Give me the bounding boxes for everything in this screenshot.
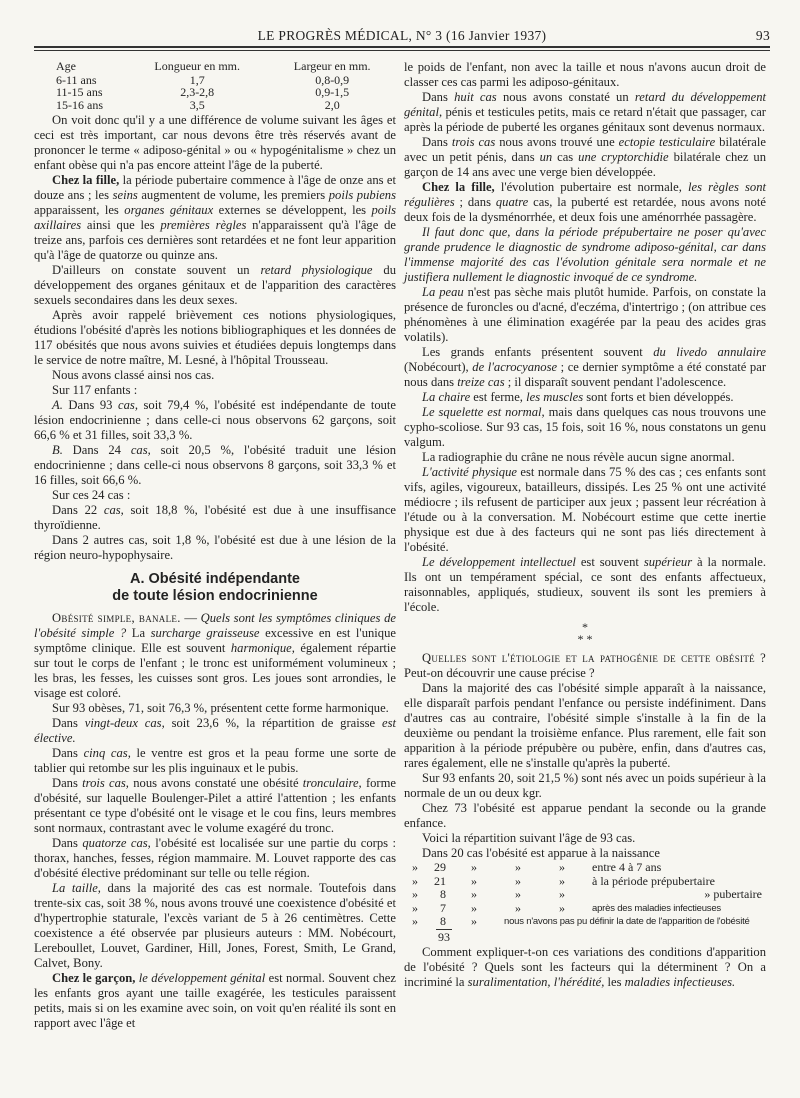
italic-run: cas, [118, 398, 138, 412]
italic-run: poils axillaires [34, 203, 396, 232]
text-run: La [126, 626, 151, 640]
table-row [34, 99, 396, 112]
ditto-mark: » [559, 873, 565, 888]
text-run: D'ailleurs on constate souvent un [52, 263, 261, 277]
text-run: la période pubertaire commence à l'âge de onze ans et douze ans ; les [34, 173, 397, 202]
text-run: Dans 24 [62, 443, 131, 457]
ditto-mark: » [412, 914, 418, 929]
text-run: apparaissent, les [34, 203, 125, 217]
italic-run: vingt-deux cas, [84, 716, 165, 730]
text-run: également répartie sur tout le corps de l'enfant ; le tronc est uniformément volumineux ; les bras, les fesses, les cuisses sont gros. Les joues sont arrondies, le visage est coloré. [34, 641, 396, 700]
paragraph [404, 225, 766, 285]
italic-run: Quels sont les symptômes cliniques de l'obésité simple ? [34, 611, 396, 640]
text-run: ; ce dernier symptôme a été constaté par nous dans [404, 360, 767, 389]
text-run: Les grands enfants présentent souvent [422, 345, 654, 359]
table-row [34, 86, 396, 99]
italic-run: tronculaire, [302, 776, 362, 790]
italic-run: le développement génital [135, 971, 266, 985]
text-run: — [180, 611, 201, 625]
col-header-width: Largeur en mm. [293, 59, 371, 73]
paragraph [34, 503, 396, 533]
text-run: forme d'obésité, sur laquelle Boulenger-Pilet a attiré l'attention ; les enfants présentant ce type d'obésité ont le visage et le cou fins, leurs membres sont normaux, contrastant avec le volume exagéré du tronc. [34, 776, 397, 835]
ditto-mark: » [471, 887, 477, 902]
italic-run: est élective. [34, 716, 397, 745]
paragraph [34, 836, 396, 881]
text-run: est normale dans 75 % des cas ; ces enfants sont vifs, agiles, vigoureux, batailleurs, dissipés. Les 25 % ont une activité médiocre ; ils refusent de participer aux jeux ; passent leur récréation à l'étude ou à la conversation. M. Nobécourt estime que cette inertie physique est due à des facteurs qui ne sont pas liés directement à l'obésité. [404, 465, 766, 554]
paragraph [34, 716, 396, 746]
text-run: Dans [52, 716, 85, 730]
measurement-table-header [34, 60, 396, 74]
text-run: Dans 22 [52, 503, 104, 517]
text-run: l'évolution pubertaire est normale, [494, 180, 689, 194]
text-run: Dans [52, 746, 84, 760]
italic-run: trois cas [451, 135, 496, 149]
ditto-mark: » [515, 900, 521, 915]
text-run: dans la majorité des cas est normale. Toutefois dans trente-six cas, soit 38 %, nous avons trouvé une coexistence d'obésité et d'hypertrophie staturale, l'excès variant de 5 à 26 centimètres. Cette coexistence a été observée par plusieurs auteurs : MM. Nobécourt, Lereboullet, Louvet, Gardiner, Hill, Jones, Forest, Smith, Le Grand, Calvet, Bony. [34, 881, 396, 970]
italic-run: A. [52, 398, 63, 412]
ditto-mark: » [515, 860, 521, 874]
italic-run: organes génitaux [124, 203, 214, 217]
table-row [404, 875, 766, 889]
ditto-mark: » [515, 873, 521, 888]
paragraph: Dans la majorité des cas l'obésité simple apparaît à la naissance, elle disparaît parfois pendant l'enfance ou persiste indéfiniment. Dans d'autres cas au contraire, l'obésité simple s'installe à la fin de la deuxième ou pendant la troisième enfance. Plus rarement, elle fait son apparition à la période prépubère ou pubère, enfin, dans d'autres cas, rares également, elle ne s'installe qu'après la puberté. [404, 681, 766, 770]
text-run: Dans [422, 135, 452, 149]
italic-run: retard physiologique [260, 263, 373, 277]
age-distribution-table [404, 861, 766, 929]
ditto-mark: » [412, 900, 418, 915]
paragraph [404, 465, 766, 555]
table-cell: 2,0 [324, 97, 340, 112]
text-run: est souvent [575, 555, 644, 569]
page-number: 93 [755, 28, 770, 43]
text-run: mais dans quelques cas nous trouvons une cypho-scoliose. Sur 93 cas, 15 fois, soit 16 %, nous constatons un genu valgum. [404, 405, 766, 449]
paragraph [34, 971, 396, 1031]
total-line [404, 929, 766, 945]
italic-run: seins [112, 188, 138, 202]
text-run: Dans [52, 836, 83, 850]
italic-run: quatorze cas, [82, 836, 151, 850]
paragraph: Dans 20 cas l'obésité est apparue à la naissance [422, 846, 660, 860]
paragraph [34, 443, 396, 488]
table-row [404, 915, 766, 929]
ditto-mark: » [471, 860, 477, 874]
table-cell: » pubertaire [704, 887, 762, 902]
text-run: ; il disparaît souvent pendant l'adolescence. [504, 375, 727, 389]
paragraph [404, 345, 766, 390]
ditto-mark: » [471, 873, 477, 888]
ditto-mark: » [559, 900, 565, 915]
paragraph [404, 651, 766, 681]
paragraph [34, 173, 396, 263]
italic-run: une cryptorchidie [578, 150, 669, 164]
paragraph: Sur ces 24 cas : [52, 488, 131, 502]
table-cell: à la période prépubertaire [592, 873, 715, 888]
text-run: à la normale. Ils ont un tempérament spécial, ce sont des enfants affectueux, raisonnables, appliqués, studieux, souvent ils sont les premiers à l'école. [404, 555, 766, 614]
right-column [404, 60, 766, 990]
total-value: 93 [438, 929, 450, 944]
text-run: nous avons trouvé une [495, 135, 619, 149]
paragraph [404, 285, 766, 345]
paragraph: Sur 93 enfants 20, soit 21,5 %) sont nés avec un poids supérieur à la normale de un ou deux kgr. [404, 771, 766, 800]
measurement-table [34, 60, 396, 111]
text-run: excessive en est l'unique symptôme clinique. Elle est souvent [34, 626, 396, 655]
paragraph: Chez 73 l'obésité est apparue pendant la seconde ou la grande enfance. [404, 801, 766, 830]
italic-run: B. [52, 443, 63, 457]
paragraph [404, 945, 766, 990]
paragraph: Sur 93 obèses, 71, soit 76,3 %, présentent cette forme harmonique. [52, 701, 389, 715]
table-cell: 2,3-2,8 [180, 85, 215, 99]
ditto-mark: » [412, 873, 418, 888]
text-run: bilatérale avec un petit pénis, dans [404, 135, 766, 164]
italic-run: les muscles [526, 390, 584, 404]
text-run: soit 23,6 %, la répartition de graisse [164, 716, 383, 730]
paragraph [404, 90, 766, 135]
table-cell: 6-11 ans [56, 72, 97, 87]
running-header [34, 28, 770, 48]
ditto-mark: » [515, 887, 521, 902]
italic-run: maladies infectieuses. [624, 974, 736, 989]
italic-run: Le squelette est normal, [422, 405, 545, 419]
paragraph: Après avoir rappelé brièvement ces notions physiologiques, étudions l'obésité d'après les notions bibliographiques et les données de 117 obésités que nous avons suivies et étudiées depuis longtemps dans le service de notre maître, M. Lesné, à l'hôpital Trousseau. [34, 308, 396, 367]
paragraph [404, 405, 766, 450]
section-heading [34, 571, 396, 605]
italic-run: de l'acrocyanose [472, 360, 558, 374]
col-header-length: Longueur en mm. [154, 59, 241, 73]
italic-run: La taille, [52, 881, 101, 895]
table-cell: 21 [434, 873, 446, 888]
italic-run: trois cas, [82, 776, 129, 790]
text-run: l'obésité est localisée sur une partie du corps : thorax, hanches, fesses, région mammaire. M. Louvet rapporte des cas d'obésité élective prédominant sur telle ou telle région. [34, 836, 396, 880]
paragraph: Voici la répartition suivant l'âge de 93 cas. [422, 831, 636, 845]
italic-run: cinq cas, [83, 746, 131, 760]
text-run: les [604, 974, 625, 989]
col-header-age: Age [56, 59, 76, 73]
paragraph [34, 746, 396, 776]
table-row [404, 902, 766, 916]
paragraph [404, 180, 766, 225]
italic-run: cas, [103, 503, 124, 517]
italic-run: du livedo annulaire [653, 345, 766, 359]
italic-run: surcharge graisseuse [150, 626, 260, 640]
paragraph [34, 881, 396, 971]
italic-run: supérieur [643, 555, 693, 569]
paragraph [34, 263, 396, 308]
text-run: Dans [422, 90, 455, 104]
table-cell: entre 4 à 7 ans [592, 860, 662, 874]
ditto-mark: » [559, 860, 565, 874]
table-cell: 29 [434, 860, 446, 874]
paragraph: La radiographie du crâne ne nous révèle aucun signe anormal. [422, 450, 735, 464]
asterism: * * * [577, 620, 593, 646]
text-run: est ferme, [470, 390, 527, 404]
text-run: cas [552, 150, 579, 164]
table-cell: 15-16 ans [56, 97, 103, 112]
table-row [404, 861, 766, 875]
italic-run: premières règles [160, 218, 247, 232]
run-in-heading: Chez la fille, [52, 173, 120, 187]
paragraph [404, 555, 766, 615]
paragraph [404, 390, 766, 405]
italic-run: La chaire [422, 390, 471, 404]
italic-run: suralimentation, [467, 974, 551, 989]
table-cell: 0,8-0,9 [315, 72, 350, 87]
table-cell: 7 [440, 900, 446, 915]
paragraph: Dans 2 autres cas, soit 1,8 %, l'obésité est due à une lésion de la région neuro-hypophysaire. [34, 533, 396, 562]
paragraph: Nous avons classé ainsi nos cas. [52, 368, 215, 382]
text-run: ; dans [454, 195, 496, 209]
text-run: (Nobécourt), [404, 360, 473, 374]
italic-run: treize cas [457, 375, 505, 389]
text-run: Peut-on découvrir une cause précise ? [404, 666, 595, 680]
italic-run: La peau [422, 285, 464, 299]
run-in-heading: Chez le garçon, [52, 971, 136, 985]
text-run: pénis et testicules petits, mais ce retard n'était que passager, car après la période de puberté les organes génitaux sont devenus normaux. [404, 105, 766, 134]
italic-run: l'hérédité, [553, 974, 605, 989]
running-header-title: LE PROGRÈS MÉDICAL, N° 3 (16 Janvier 1937) [257, 28, 547, 43]
text-run: bilatérale chez un garçon de 14 ans avec une verge bien développée. [404, 150, 766, 179]
run-in-heading: Chez la fille, [422, 180, 495, 194]
italic-run: harmonique, [230, 641, 295, 655]
paragraph [404, 135, 766, 180]
italic-run: ectopie testiculaire [618, 135, 716, 149]
ditto-mark: » [559, 887, 565, 902]
left-column [34, 60, 396, 1031]
ditto-mark: » [471, 900, 477, 915]
italic-run: les règles sont régulières [404, 180, 766, 209]
text-run: Dans [52, 776, 83, 790]
text-run: cas, la puberté est retardée, nous avons noté deux fois de la dysménorrhée, et deux fois une aménorrhée passagère. [404, 195, 766, 224]
paragraph: Sur 117 enfants : [52, 383, 138, 397]
text-run: soit 20,5 %, l'obésité traduit une lésion endocrinienne ; dans celle-ci nous observons 8 garçons, soit 33,3 % et 16 filles, soit 66,6 %. [34, 443, 397, 487]
text-run: sont forts et bien développés. [583, 390, 734, 404]
text-run: est normal. Souvent chez les enfants gros ayant une taille exagérée, les testicules paraissent petits, mais si on les examine avec soin, on voit qu'en réalité ils sont en rapport avec l'âge et [34, 971, 396, 1030]
paragraph: On voit donc qu'il y a une différence de volume suivant les âges et ceci est très important, car nous devons être très réservés avant de prononcer le terme « adiposo-génital » ou « hypogénitalisme » chez un enfant obèse qui n'a pas encore atteint l'âge de la puberté. [34, 113, 396, 172]
text-run: ainsi que les [81, 218, 161, 232]
smallcaps-run: Quelles sont l'étiologie et la pathogénie de cette obésité ? [422, 651, 766, 665]
text-run: soit 79,4 %, l'obésité est indépendante de toute lésion endocrinienne ; dans celle-ci nous observons 62 garçons, soit 66,6 % et 31 filles, soit 33,3 %. [34, 398, 397, 442]
header-rule-thick [34, 46, 770, 48]
smallcaps-run: Obésité simple, banale. [52, 611, 181, 625]
text-run: n'est pas sèche mais plutôt humide. Parfois, on constate la présence de furoncles ou d'acné, d'eczéma, d'intertrigo ; (on attribue ces phénomènes à une élimination exagérée par la peau des acides gras volatils). [404, 285, 766, 344]
table-cell: 8 [440, 887, 446, 902]
italic-run: L'activité physique [422, 465, 517, 479]
text-run: externes se développent, les [213, 203, 372, 217]
table-cell: 3,5 [189, 97, 205, 112]
italic-run: Il faut donc que, dans la période prépubertaire ne poser qu'avec grande prudence le diagnostic de syndrome adiposo-génital, car dans l'immense majorité des cas l'évolution génitale sera normale et ne justifiera nullement le diagnostic invoqué de ce syndrome. [404, 225, 766, 284]
text-run: Dans 93 [62, 398, 119, 412]
ditto-mark: » [412, 860, 418, 874]
italic-run: un [539, 150, 553, 164]
italic-run: cas, [130, 443, 151, 457]
paragraph: le poids de l'enfant, non avec la taille et nous n'avons aucun droit de classer ces cas parmi les adiposo-génitaux. [404, 60, 766, 89]
text-run: nous avons constaté un [496, 90, 635, 104]
ditto-mark: » [471, 914, 477, 929]
text-run: nous avons constaté une obésité [128, 776, 303, 790]
text-run: augmentent de volume, les premiers [137, 188, 329, 202]
table-cell: 0,9-1,5 [315, 85, 350, 99]
italic-run: Le développement intellectuel [422, 555, 576, 569]
italic-run: retard du développement génital, [404, 90, 766, 119]
table-cell: après des maladies infectieuses [592, 902, 721, 914]
italic-run: huit cas [454, 90, 497, 104]
section-heading-line: de toute lésion endocrinienne [112, 588, 318, 604]
paragraph [34, 776, 396, 836]
section-heading-line: A. Obésité indépendante [130, 571, 300, 587]
text-run: n'apparaissent qu'à l'âge de treize ans, parfois ces dernières sont retardées et ne font leur apparition qu'à l'âge de quatorze ou quinze ans. [34, 218, 396, 262]
table-cell: nous n'avons pas pu définir la date de l'apparition de l'obésité [504, 916, 750, 928]
header-rule-thin [34, 50, 770, 51]
table-cell: 8 [440, 914, 446, 929]
ditto-mark: » [412, 887, 418, 902]
italic-run: quatre [495, 195, 529, 209]
italic-run: poils pubiens [328, 188, 396, 202]
table-cell: 11-15 ans [56, 85, 103, 99]
text-run: soit 18,8 %, l'obésité est due à une insuffisance thyroïdienne. [34, 503, 397, 532]
text-run: le ventre est gros et la peau forme une sorte de tablier qui retombe sur les plis inguinaux et le pubis. [34, 746, 397, 775]
paragraph [34, 611, 396, 701]
text-run: du développement des organes génitaux et de l'apparition des caractères sexuels secondaires dans les deux sexes. [34, 263, 396, 307]
table-row [404, 888, 766, 902]
paragraph [34, 398, 396, 443]
table-cell: 1,7 [189, 72, 205, 87]
text-run: Comment expliquer-t-on ces variations des conditions d'apparition de l'obésité ? Quels sont les facteurs qui la déterminent ? On a incriminé la [404, 944, 766, 989]
